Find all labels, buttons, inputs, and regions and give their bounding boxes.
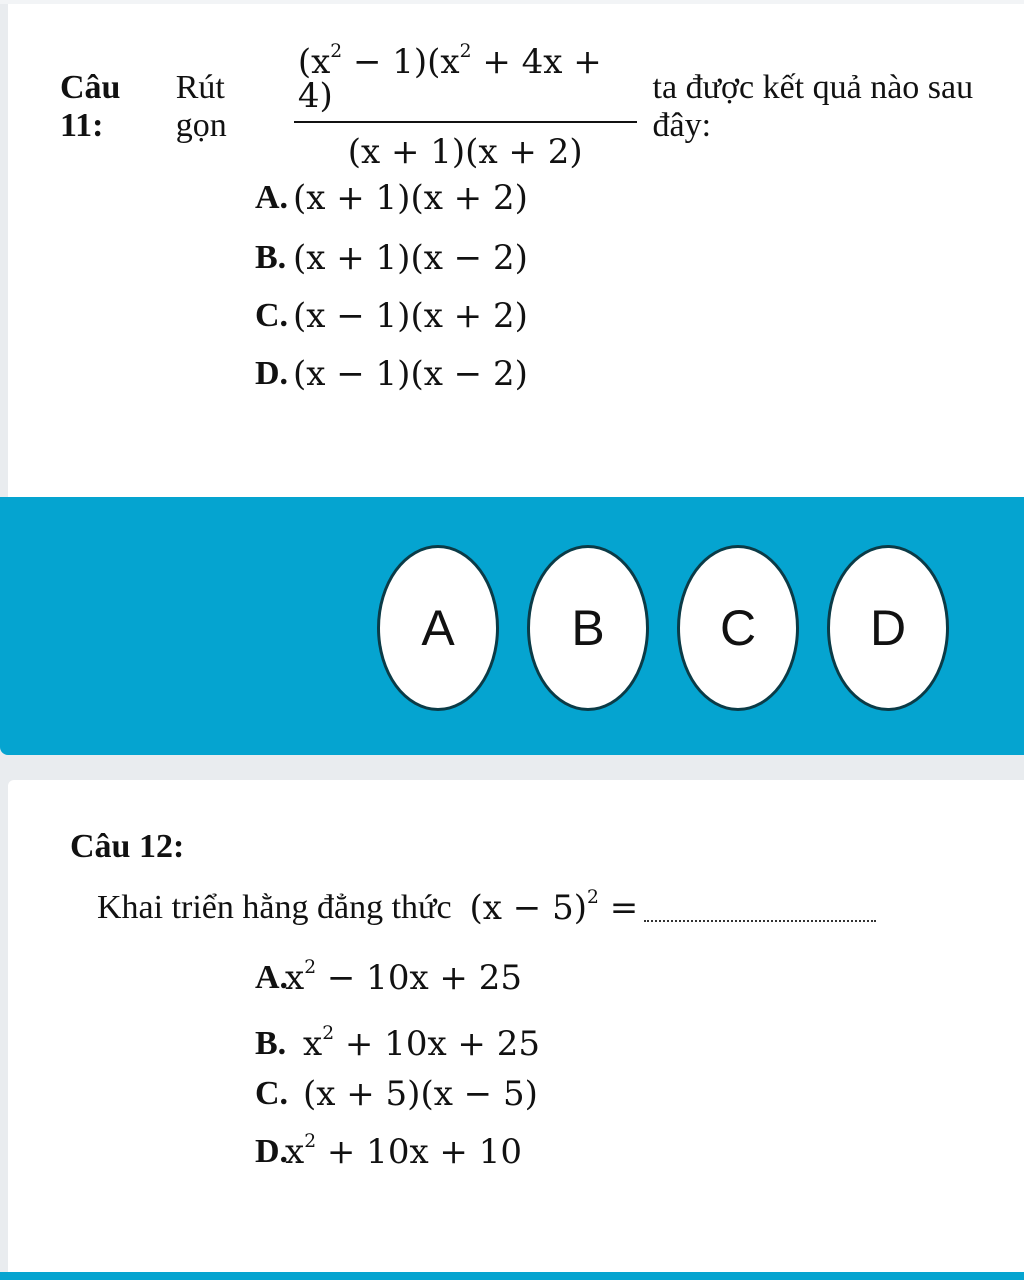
answer-button-d[interactable]: D — [827, 545, 949, 711]
question-11-header — [60, 41, 1024, 172]
answer-button-a[interactable]: A — [377, 545, 499, 711]
answer-button-b[interactable]: B — [527, 545, 649, 711]
question-11-fraction — [294, 41, 637, 172]
option-label: A. — [255, 959, 289, 996]
answer-button-c[interactable]: C — [677, 545, 799, 711]
option-label: B. — [255, 239, 287, 276]
question-11-tail: ta được kết quả nào sau đây: — [652, 69, 974, 144]
option-label: A. — [255, 179, 289, 216]
option-label: C. — [255, 297, 289, 334]
fraction-denominator: (x + 1)(x + 2) — [347, 132, 583, 172]
question-12-option-c — [255, 1074, 538, 1114]
option-expression: $x^2 + 10x + 25$ — [303, 1023, 540, 1064]
option-expression: (x + 5)(x − 5) — [303, 1074, 538, 1114]
option-expression: $x^2 + 10x + 10$ — [285, 1131, 522, 1172]
question-12-stem — [97, 888, 876, 928]
option-label: C. — [255, 1075, 289, 1112]
question-11-option-a — [255, 178, 528, 218]
option-expression: (x + 1)(x + 2) — [293, 178, 528, 218]
option-expression: (x − 1)(x + 2) — [293, 296, 528, 336]
option-expression: (x − 1)(x − 2) — [293, 354, 528, 394]
question-11-option-c — [255, 296, 528, 336]
question-11-number: Câu 11: — [60, 69, 121, 144]
option-label: D. — [255, 355, 289, 392]
option-expression: $x^2 - 10x + 25$ — [285, 957, 522, 998]
question-11-option-b — [255, 238, 528, 278]
question-11-option-d — [255, 354, 528, 394]
question-11-lead: Rút gọn — [175, 69, 227, 144]
option-expression: (x + 1)(x − 2) — [293, 238, 528, 278]
bottom-accent-line — [0, 1272, 1024, 1280]
question-12-option-d — [255, 1132, 522, 1172]
question-12-stem-text: Khai triển hằng đẳng thức — [97, 889, 452, 926]
question-12-option-b — [255, 1024, 540, 1064]
option-label: B. — [255, 1025, 287, 1062]
option-label: D. — [255, 1133, 289, 1170]
top-divider — [0, 0, 1024, 4]
question-12-option-a — [255, 958, 522, 998]
answer-blank — [644, 896, 876, 922]
fraction-numerator: $(x^2 - 1)(x^2 + 4x + 4)$ — [297, 41, 602, 116]
question-12-number: Câu 12: — [70, 828, 185, 865]
question-12-expression: $(x - 5)^2$ = — [469, 887, 639, 928]
